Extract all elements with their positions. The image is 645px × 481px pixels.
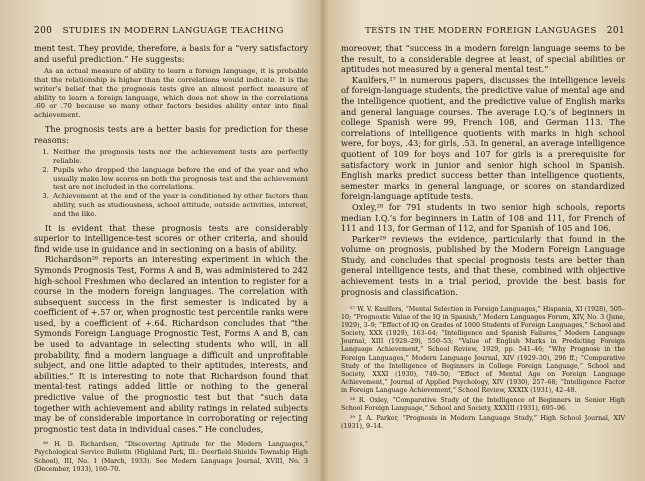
left-body-text — [34, 43, 308, 434]
list-item: 2. Pupils who dropped the language before the end of the year and who usually make low scores on both the prognosis test and the achievement test are not included in the correlations. — [51, 166, 308, 192]
running-head-title-right: TESTS IN THE MODERN FOREIGN LANGUAGES — [365, 26, 597, 36]
right-page — [323, 0, 645, 481]
reasons-list — [34, 148, 308, 218]
footnote-29: ²⁹ J. A. Parker, “Prognosis in Modern Language Study,” High School Journal, XIV (1931), 9–14. — [341, 414, 625, 430]
footnotes-left — [34, 441, 308, 473]
paragraph-richardson: Richardson²⁶ reports an interesting experiment in which the Symonds Prognosis Test, Forms A and B, was administered to 242 high-school Freshmen who declared an intention to register for a course in the modern foreign languages. The correlation with subsequent success in the first semester is indicated by a coefficient of +.57 or, when prognostic test percentile ranks were used, by a coefficient of +.64. Richardson concludes that “the Symonds Foreign Language Prognostic Test, Forms A and B, can be used to advantage in selecting students who will, in all probability, find a modern language a difficult and unprofitable subject, and one little adapted to their aptitudes, interests, and abilities.” It is interesting to note that Richardson found that mental-test ratings added little or nothing to the general predictive value of the prognostic test but that “such data together with achievement and ability ratings in related subjects may be of considerable importance in corroborating or rejecting prognostic test data in individual cases.” He concludes, — [34, 254, 308, 434]
running-head-title-left: STUDIES IN MODERN LANGUAGE TEACHING — [62, 26, 284, 36]
list-item: 3. Achievement at the end of the year is conditioned by other factors than ability, such as studiousness, school attitude, outside activities, interest, and the like. — [51, 192, 308, 218]
paragraph-kaulfers: Kaulfers,²⁷ in numerous papers, discusses the intelligence levels of foreign-language students, the predictive value of mental age and the intelligence quotient, and the predictive value of English marks and general language courses. The average I.Q.’s of beginners in college Spanish were 99, French 108, and German 113. The correlations of intelligence quotients with marks in high school were, for boys, .43; for girls, .53. In general, an average intelligence quotient of 109 for boys and 107 for girls is a prerequisite for satisfactory work in junior and senior high school in Spanish. English marks predict success better than intelligence quotients, semester marks in general language, or scores on standardized foreign-language aptitude tests. — [341, 74, 625, 202]
paragraph-evident: It is evident that these prognosis tests are considerably superior to intelligence-test scores or other criteria, and should find wide use in guidance and in sectioning on a basis of ability. — [34, 222, 308, 254]
paragraph-opening-left: ment test. They provide, therefore, a basis for a “very satisfactory and useful prediction.” He suggests: — [34, 43, 308, 64]
page-number-left: 200 — [34, 26, 53, 36]
list-item: 1. Neither the prognosis tests nor the achievement tests are perfectly reliable. — [51, 148, 308, 166]
footnote-28: ²⁸ R. Oxley, “Comparative Study of the Intelligence of Beginners in Senior High School Foreign Language,” School and Society, XXXIII (1931), 695–96. — [341, 396, 625, 412]
running-head-left — [34, 26, 308, 36]
left-page — [0, 0, 322, 481]
paragraph-oxley: Oxley,²⁸ for 791 students in two senior high schools, reports median I.Q.’s for beginners in Latin of 108 and 111, for French of 111 and 113, for German of 112, and for Spanish of 105 and 106. — [341, 201, 625, 234]
footnote-26: ²⁶ H. D. Richardson, “Discovering Aptitude for the Modern Languages,” Psychological Service Bulletin (Highland Park, Ill.: Deerfield-Shields Township High School), III, No. 1 (March, 1933). See Modern Language Journal, XVIII, No. 3 (December, 1933), 160–70. — [34, 441, 308, 473]
paragraph-parker: Parker²⁹ reviews the evidence, particularly that found in the volume on prognosis, published by the Modern Foreign Language Study, and concludes that special prognosis tests are better than general intelligence tests, and that these, combined with objective achievement tests in a trial period, provide the best basis for prognosis and classification. — [341, 233, 625, 297]
running-head-right — [341, 26, 625, 36]
block-quote: As an actual measure of ability to learn a foreign language, it is probable that the relationship is higher than the correlations would indicate. It is the writer’s belief that the prognosis tests give an almost perfect measure of ability to learn a foreign language, which does not show in the correlations .60 or .70 because so many other factors besides ability enter into final achievement. — [34, 67, 308, 120]
right-body-text — [341, 43, 625, 297]
paragraph-opening-right: moreover, that “success in a modern foreign language seems to be the result, to a considerable degree at least, of special abilities or aptitudes not measured by a general mental test.” — [341, 43, 625, 75]
paragraph-reasons-intro: The prognosis tests are a better basis for prediction for these reasons: — [34, 123, 308, 145]
footnotes-right — [341, 306, 625, 431]
page-number-right: 201 — [606, 26, 625, 36]
footnote-27: ²⁷ W. V. Kaulfers, “Mental Selection in Foreign Languages,” Hispania, XI (1928), 505–10; “Prognostic Value of the IQ in Spanish,” Modern Languages Forum, XIV, No. 3 (June, 1929), 3–9; “Effect of IQ on Grades of 1000 Students of Foreign Languages,” School and Society, XXX (1929), 163–64; “Intelligence and Spanish Failures,” Modern Language Journal, XIII (1928–29), 550–53; “Value of English Marks in Predicting Foreign Language Achievement,” School Review, 1929, pp. 541–46; “Why Prognose in the Foreign Languages,” Modern Language Journal, XIV (1929–30), 296 ff.; “Comparative Study of the Intelligence of Beginners in College Foreign Language,” School and Society, XXXI (1930), 749–50; “Effect of Mental Age on Foreign Language Achievement,” Journal of Applied Psychology, XIV (1930), 257–68; “Intelligence Factor in Foreign Language Achievement,” School Review, XXXIX (1931), 42–48. — [341, 306, 625, 394]
